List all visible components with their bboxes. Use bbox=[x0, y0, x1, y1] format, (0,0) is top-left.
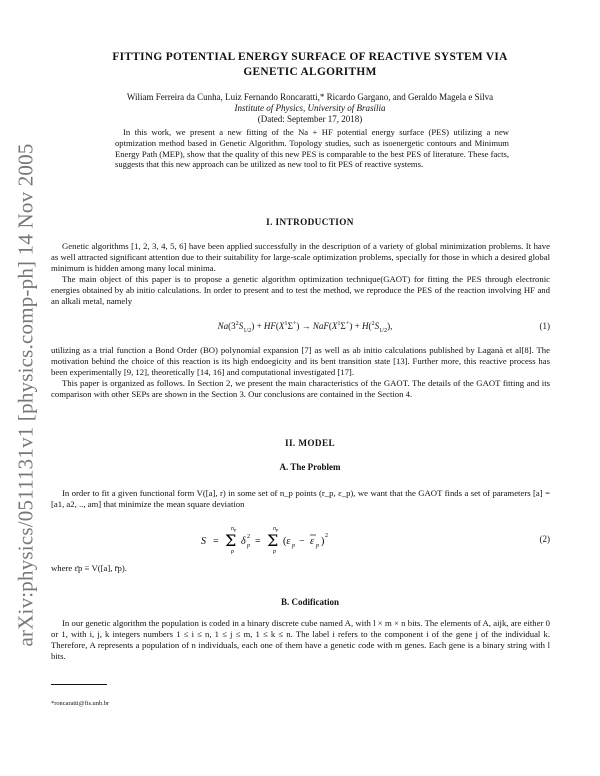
equation-1 bbox=[60, 320, 550, 334]
svg-text:=: = bbox=[213, 536, 219, 547]
equation-1-body: $Na(3^2S_{1/2}) + HF(X^1\Sigma^+) \to NaF(X^1\Sigma^+) + H(^2S_{1/2})$, bbox=[217, 320, 393, 334]
svg-text:Σ: Σ bbox=[267, 531, 279, 550]
model-paragraph-1 bbox=[51, 488, 550, 510]
equation-2-body bbox=[195, 524, 415, 554]
footnote-rule bbox=[51, 684, 107, 685]
arxiv-identifier-stamp bbox=[0, 0, 48, 776]
authors: Wiliam Ferreira da Cunha, Luiz Fernando Roncaratti,* Ricardo Gargano, and Geraldo Magela e Silva bbox=[126, 92, 494, 102]
svg-text:): ) bbox=[321, 536, 325, 547]
section-heading-introduction: I. INTRODUCTION bbox=[266, 217, 354, 227]
svg-text:−: − bbox=[299, 536, 305, 547]
paper-title bbox=[60, 50, 560, 80]
svg-text:(ε: (ε bbox=[283, 536, 291, 547]
svg-text:2: 2 bbox=[247, 534, 250, 540]
title-line-2: GENETIC ALGORITHM bbox=[243, 66, 377, 78]
intro-paragraph-4: This paper is organized as follows. In Section 2, we present the main characteristics of the GAOT. The details of the GAOT fitting and its comparison with other SEPs are shown in the Section 3. Our conclusions are contained in the Section 4. bbox=[51, 377, 550, 399]
svg-text:Σ: Σ bbox=[225, 531, 237, 550]
date-line: (Dated: September 17, 2018) bbox=[257, 114, 363, 124]
equation-1-number: (1) bbox=[539, 321, 550, 331]
equation-2 bbox=[60, 524, 550, 556]
svg-text:S: S bbox=[201, 536, 206, 547]
title-line-1: FITTING POTENTIAL ENERGY SURFACE OF REACTIVE SYSTEM VIA bbox=[112, 51, 508, 63]
svg-text:2: 2 bbox=[325, 533, 328, 539]
svg-text:p: p bbox=[316, 543, 319, 549]
model-paragraph-1-text: In order to fit a given functional form V([a], r) in some set of n_p points (r_p, ε_p), we want that the GAOT finds a set of parameters [a] = [a1, a2, .., am] that minimize the mean square deviation bbox=[51, 488, 550, 509]
intro-paragraphs-2 bbox=[51, 345, 550, 400]
arxiv-stamp-text: arXiv:physics/0511131v1 [physics.comp-ph] 14 Nov 2005 bbox=[13, 143, 38, 647]
svg-text:ε: ε bbox=[310, 536, 314, 547]
intro-paragraph-2: The main object of this paper is to propose a genetic algorithm optimization technique(GAOT) for fitting the PES through electronic energies obtained by ab initio calculations. In order to present and to test the method, we reproduce the PES of the reaction involving HF and an alkali metal, namely bbox=[51, 273, 550, 306]
svg-text:p: p bbox=[292, 543, 295, 549]
svg-text:δ: δ bbox=[241, 536, 246, 547]
where-line: where ε̄p ≡ V([a], r̄p). bbox=[51, 563, 127, 573]
subsection-heading-problem: A. The Problem bbox=[279, 462, 341, 472]
svg-text:=: = bbox=[255, 536, 261, 547]
affiliation: Institute of Physics, University of Brasília bbox=[234, 103, 386, 113]
intro-paragraph-1: Genetic algorithms [1, 2, 3, 4, 5, 6] have been applied successfully in the description of a variety of global minimization problems. It have as well attracted significant attention due to their suitability for large-scale optimization problems, specially for those in which a desired global minimum is hidden among many local minima. bbox=[51, 241, 550, 273]
intro-paragraph-3: utilizing as a trial function a Bond Order (BO) polynomial expansion [7] as well as ab initio calculations published by Laganà et al[8]. The motivation behind the choice of this reaction is its high endoegicity and its bent transition state [13]. Further more, this reactive process has been experimentally [9, 12], theoretically [14, 16] and computational investigated [17]. bbox=[51, 345, 550, 377]
codification-paragraph-text: In our genetic algorithm the population is coded in a binary discrete cube named A, with l × m × n bits. The elements of A, aijk, are either 0 or 1, with i, j, k integers numbers 1 ≤ i ≤ n, 1 ≤ j ≤ m, 1 ≤ k ≤ n. The label i refers to the component i of the gene j of the individual k. Therefore, A represents a population of n individuals, each one of them have a genetic code with m genes. Each gene is a binary string with l bits. bbox=[51, 618, 550, 661]
codification-paragraph bbox=[51, 618, 550, 662]
subsection-heading-codification: B. Codification bbox=[280, 597, 339, 607]
svg-text:np: np bbox=[273, 526, 279, 532]
intro-paragraphs bbox=[51, 241, 550, 306]
section-heading-model: II. MODEL bbox=[284, 438, 336, 448]
svg-text:p: p bbox=[231, 549, 234, 554]
svg-text:p: p bbox=[247, 543, 250, 549]
svg-text:p: p bbox=[273, 549, 276, 554]
svg-text:np: np bbox=[231, 526, 237, 532]
equation-2-number: (2) bbox=[539, 534, 550, 544]
abstract: In this work, we present a new fitting of the Na + HF potential energy surface (PES) utilizing a new optmization method based in Genetic Algorithm. Topology studies, such as isoenergetic contours and Minimum Energy Path (MEP), show that the quality of this new PES is comparable to the best PES of literature. These facts, suggests that this new approach can be utilized as new tool to fit PES of reactive systems. bbox=[115, 127, 509, 170]
footnote-email: *roncaratti@fis.unb.br bbox=[51, 700, 110, 707]
